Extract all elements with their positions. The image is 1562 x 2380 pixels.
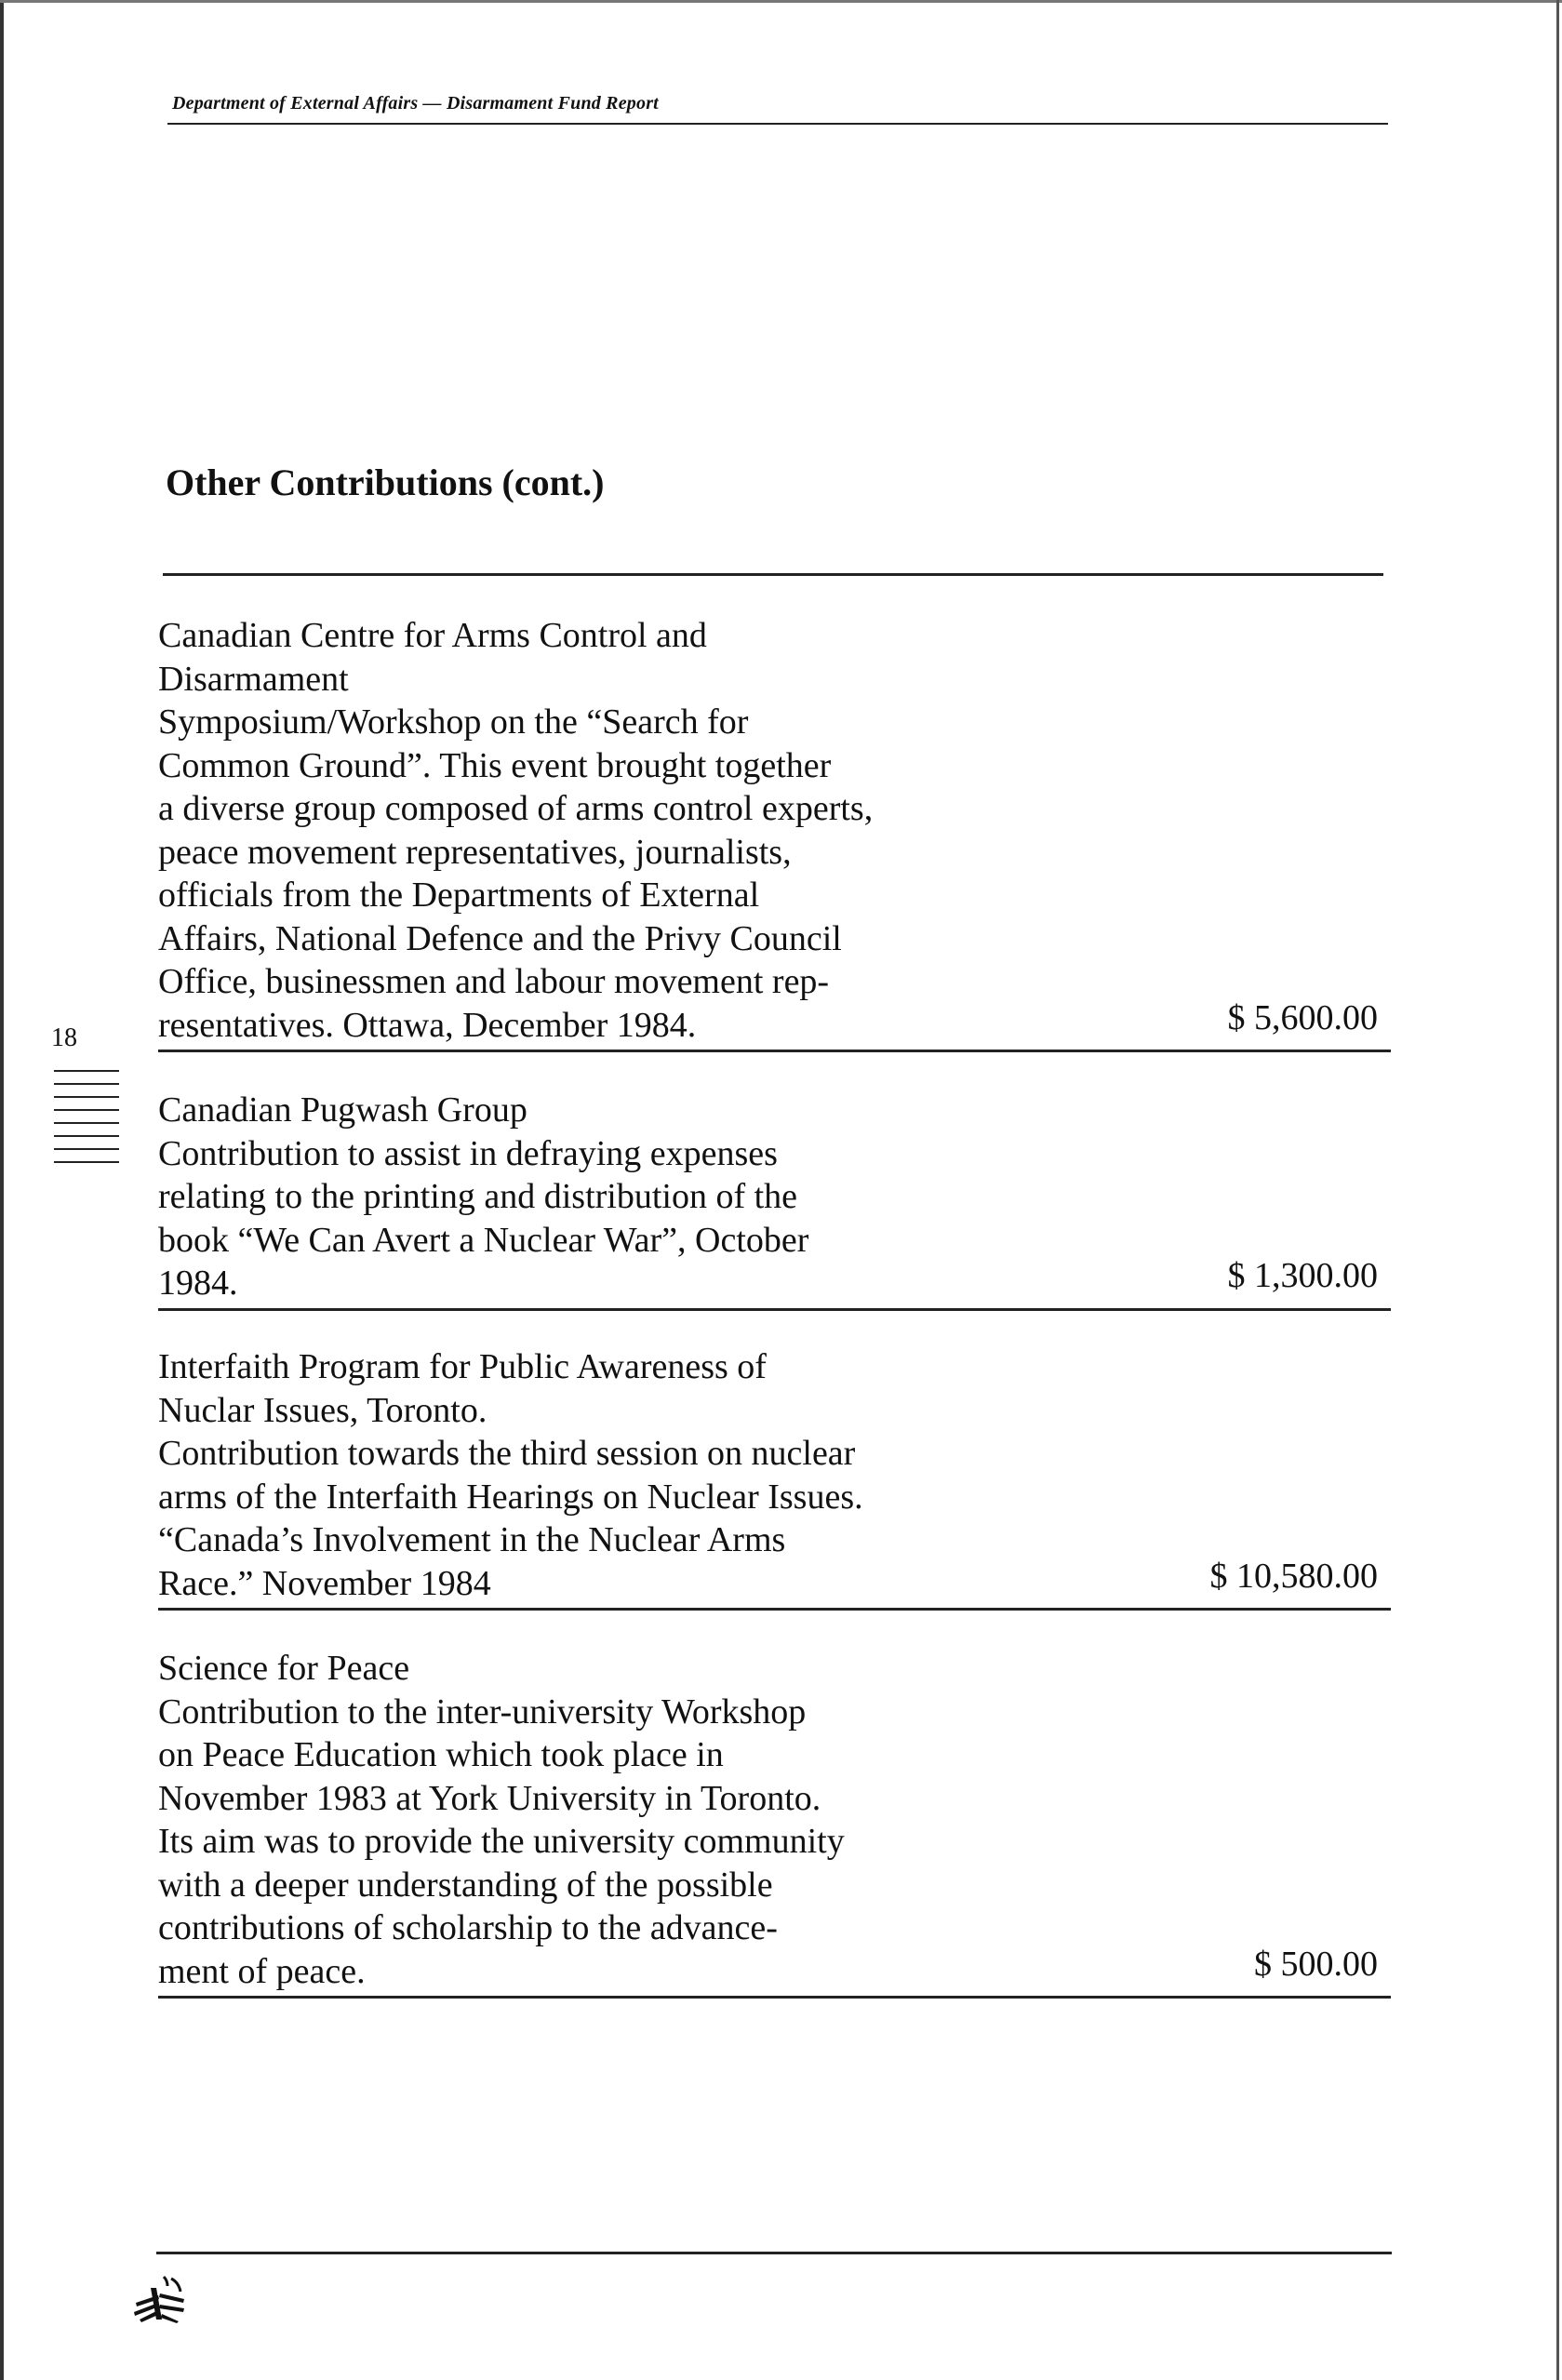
publisher-mark-icon (130, 2275, 190, 2328)
header-rule (167, 123, 1388, 125)
entry-amount: $ 10,580.00 (1209, 1556, 1378, 1596)
entry-description: Interfaith Program for Public Awareness of Nuclar Issues, Toronto. Contribution towards the third session on nuclear arms of the Interfaith Hearings on Nuclear Issues. “Canada’s Involvement in the Nuclear Arms Race.” November 1984 (158, 1347, 863, 1603)
page-edge-left (0, 0, 4, 2380)
entry-amount: $ 5,600.00 (1227, 997, 1378, 1037)
entry-description: Canadian Centre for Arms Control and Disarmament Symposium/Workshop on the “Search for Common Ground”. This event brought together a diverse group composed of arms control experts, peace movement representatives, journalists, officials from the Departments of External Affairs, National Defence and the Privy Council Office, businessmen and labour movement rep- resentatives. Ottawa, December 1984. (158, 616, 874, 1045)
section-title: Other Contributions (cont.) (166, 461, 605, 503)
margin-tab-marks (54, 1070, 119, 1174)
page-edge-right (1556, 0, 1559, 2380)
entry-amount: $ 1,300.00 (1227, 1256, 1378, 1295)
contribution-entry (158, 1089, 1391, 1305)
page-edge-top (0, 0, 1562, 3)
entry-rule (158, 1308, 1391, 1311)
footer-rule (156, 2252, 1392, 2254)
entry-rule (158, 1608, 1391, 1611)
running-header: Department of External Affairs — Disarmament Fund Report (172, 93, 659, 114)
entry-description: Science for Peace Contribution to the inter-university Workshop on Peace Education which took place in November 1983 at York University in Toronto. Its aim was to provide the university community with a deeper understanding of the possible contributions of scholarship to the advance- ment of peace. (158, 1649, 845, 1991)
entry-amount: $ 500.00 (1254, 1944, 1378, 1984)
entry-description: Canadian Pugwash Group Contribution to assist in defraying expenses relating to the printing and distribution of the book “We Can Avert a Nuclear War”, October 1984. (158, 1090, 809, 1303)
title-rule (163, 573, 1383, 576)
entry-rule (158, 1050, 1391, 1052)
contribution-entry (158, 1345, 1391, 1605)
entry-rule (158, 1996, 1391, 1999)
contribution-entry (158, 614, 1391, 1047)
contribution-entry (158, 1647, 1391, 1993)
page-number: 18 (51, 1023, 77, 1052)
